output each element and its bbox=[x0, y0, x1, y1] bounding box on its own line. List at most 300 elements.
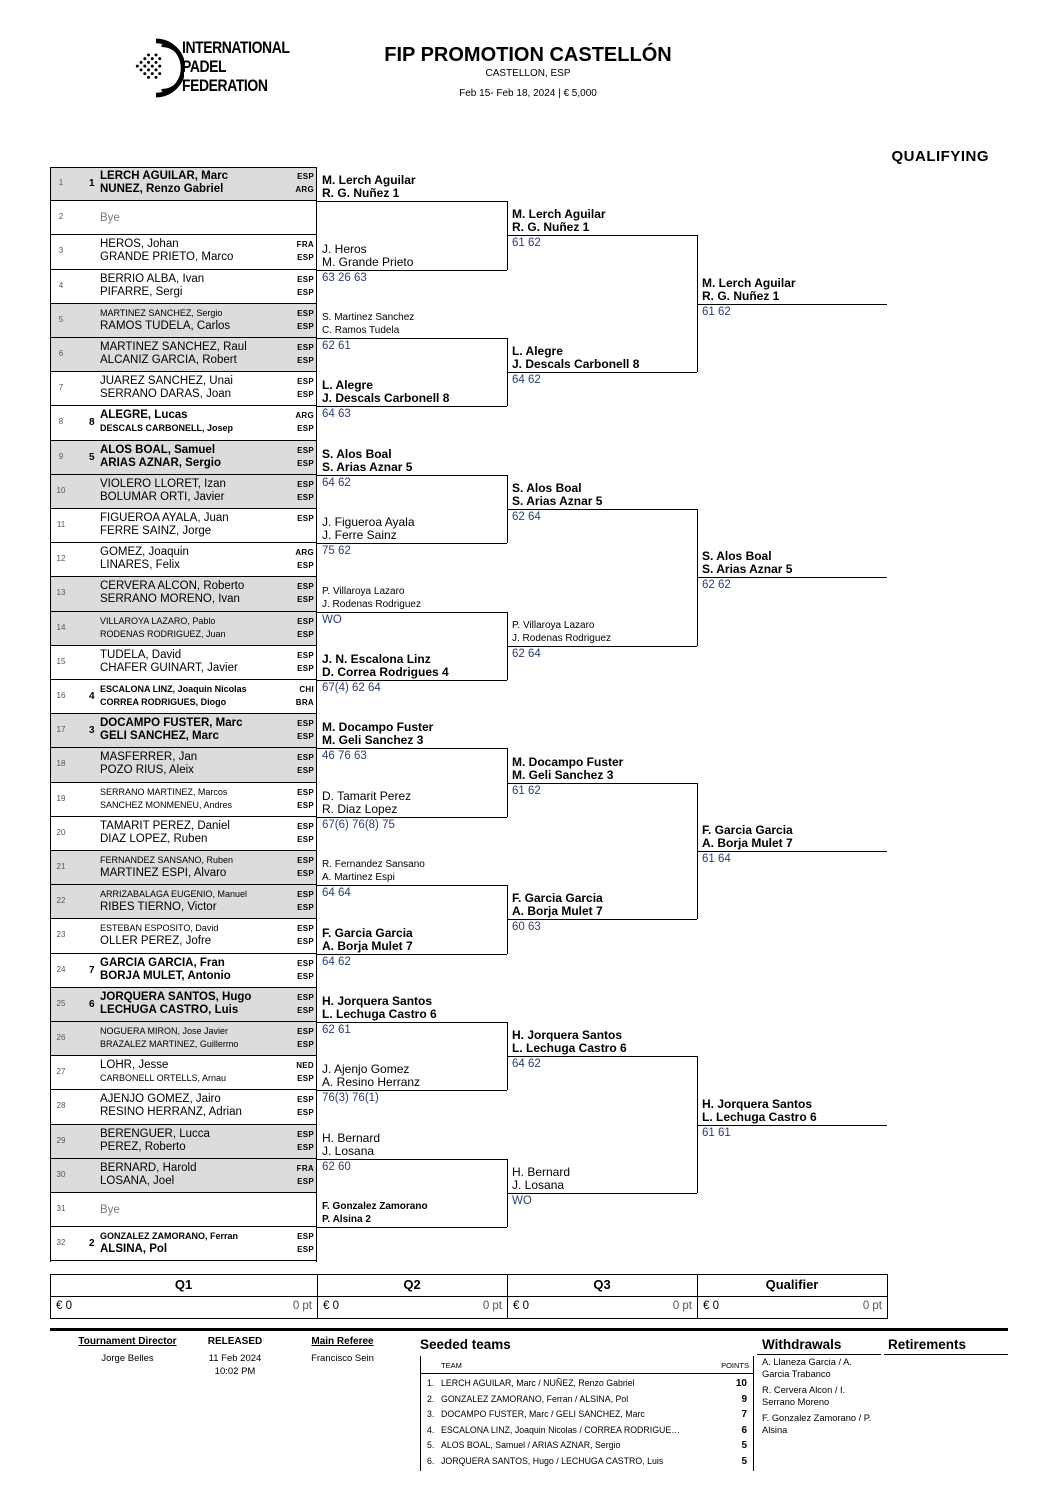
seeded-row bbox=[427, 1438, 747, 1453]
winner-line: L. Lechuga Castro 6 bbox=[512, 1041, 627, 1056]
country-code: ESP bbox=[297, 514, 314, 523]
player-name: MARTINEZ ESPI, Alvaro bbox=[100, 867, 227, 879]
country-code: ESP bbox=[297, 1176, 314, 1186]
player-name: SERRANO DARAS, Joan bbox=[100, 388, 232, 401]
country-code: ESP bbox=[297, 753, 314, 763]
country-code: ESP bbox=[297, 582, 314, 592]
match-score: 62 64 bbox=[512, 647, 541, 660]
winner-line: R. G. Nuñez 1 bbox=[512, 220, 590, 235]
bracket-line bbox=[317, 543, 507, 544]
player-name: LERCH AGUILAR, Marc bbox=[100, 170, 228, 182]
country-code: ESP bbox=[297, 458, 314, 468]
winner-line: F. Gonzalez Zamorano bbox=[322, 1201, 428, 1213]
match-score: 61 62 bbox=[512, 237, 541, 250]
country-code: ESP bbox=[297, 800, 314, 810]
country-code: ESP bbox=[297, 924, 314, 934]
player-name: SERRANO MORENO, Ivan bbox=[100, 593, 240, 606]
player-name: BOLUMAR ORTI, Javier bbox=[100, 490, 225, 503]
withdrawal-item: R. Cervera Alcon / I. Serrano Moreno bbox=[762, 1385, 846, 1407]
winner-line: J. Losana bbox=[322, 1143, 375, 1158]
seeded-row bbox=[427, 1454, 747, 1469]
winner-line: A. Borja Mulet 7 bbox=[322, 938, 413, 953]
bye-label: Bye bbox=[100, 212, 120, 225]
winner-line: R. Fernandez Sansano bbox=[322, 859, 425, 871]
seeded-row bbox=[427, 1376, 747, 1391]
draw-position: 13 bbox=[56, 588, 66, 598]
winner-line: J. Ajenjo Gomez bbox=[322, 1062, 410, 1077]
round-label-q2: Q2 bbox=[403, 1277, 421, 1292]
points-qualifier: 0 pt bbox=[862, 1300, 882, 1312]
country-code: ESP bbox=[297, 1245, 314, 1255]
player-name: ARRIZABALAGA EUGENIO, Manuel bbox=[100, 889, 248, 900]
referee-label: Main Referee bbox=[311, 1336, 374, 1347]
player-name: MARTINEZ SANCHEZ, Sergio bbox=[100, 307, 223, 318]
seed-rank: 2. bbox=[427, 1393, 435, 1404]
winner-line: S. Alos Boal bbox=[512, 481, 582, 495]
round1-border bbox=[50, 167, 317, 1262]
seeded-team: ALOS BOAL, Samuel / ARIAS AZNAR, Sergio bbox=[441, 1440, 621, 1450]
player-name: RESINO HERRANZ, Adrian bbox=[100, 1106, 242, 1119]
match-score: 75 62 bbox=[322, 545, 351, 558]
country-code: ESP bbox=[297, 869, 314, 878]
country-code: ESP bbox=[297, 937, 314, 947]
player-name: LOHR, Jesse bbox=[100, 1059, 169, 1072]
seeded-team: ESCALONA LINZ, Joaquin Nicolas / CORREA RODRIGUE… bbox=[441, 1424, 681, 1435]
points-q2: 0 pt bbox=[482, 1300, 502, 1312]
match-score: 61 64 bbox=[702, 853, 731, 865]
player-name: MARTINEZ SANCHEZ, Raul bbox=[100, 341, 247, 353]
player-name: CHAFER GUINART, Javier bbox=[100, 661, 238, 674]
player-name: JUAREZ SANCHEZ, Unai bbox=[100, 375, 233, 388]
winner-line: H. Bernard bbox=[512, 1165, 571, 1179]
player-name: LINARES, Felix bbox=[100, 559, 180, 572]
match-score: 61 61 bbox=[702, 1126, 731, 1139]
director-name: Jorge Belles bbox=[101, 1353, 154, 1364]
match-score: 64 62 bbox=[322, 476, 351, 489]
player-name: AJENJO GOMEZ, Jairo bbox=[100, 1093, 221, 1106]
winner-line: J. Heros bbox=[322, 241, 367, 256]
winner-line: L. Lechuga Castro 6 bbox=[322, 1007, 437, 1021]
match-score: 64 62 bbox=[322, 955, 351, 968]
seed-rank: 4. bbox=[427, 1424, 435, 1435]
winner-line: J. Descals Carbonell 8 bbox=[322, 391, 450, 406]
draw-position: 19 bbox=[56, 793, 66, 803]
player-name: RIBES TIERNO, Victor bbox=[100, 901, 217, 914]
withdrawals-title: Withdrawals bbox=[762, 1337, 842, 1352]
winner-line: S. Alos Boal bbox=[702, 549, 772, 564]
winner-line: S. Martinez Sanchez bbox=[322, 312, 415, 323]
winner-line: A. Resino Herranz bbox=[322, 1075, 421, 1090]
player-name: BORJA MULET, Antonio bbox=[100, 969, 231, 982]
draw-position: 17 bbox=[56, 725, 66, 735]
player-name: BERRIO ALBA, Ivan bbox=[100, 272, 205, 285]
round-label-q1: Q1 bbox=[174, 1277, 193, 1292]
seeded-row bbox=[427, 1407, 747, 1422]
winner-line: P. Alsina 2 bbox=[322, 1214, 371, 1226]
draw-position: 10 bbox=[56, 485, 66, 495]
bracket-line bbox=[317, 270, 507, 271]
match-score: 64 62 bbox=[512, 374, 541, 387]
player-name: ESTEBAN ESPOSITO, David bbox=[100, 923, 219, 934]
seeded-team: DOCAMPO FUSTER, Marc / GELI SANCHEZ, Marc bbox=[441, 1409, 645, 1419]
player-name: FERRE SAINZ, Jorge bbox=[100, 525, 212, 537]
retirements-rule bbox=[884, 1354, 1008, 1355]
bracket-line bbox=[507, 919, 697, 920]
seed-rank: 1. bbox=[427, 1378, 435, 1388]
seed-number: 1 bbox=[89, 178, 95, 189]
country-code: ESP bbox=[297, 595, 314, 605]
draw-position: 18 bbox=[56, 759, 66, 769]
draw-position: 24 bbox=[56, 964, 66, 974]
country-code: ESP bbox=[297, 663, 314, 673]
country-code: ESP bbox=[297, 1142, 314, 1152]
player-name: CERVERA ALCON, Roberto bbox=[100, 580, 245, 593]
match-score: 46 76 63 bbox=[322, 750, 367, 763]
withdrawal-item: F. Gonzalez Zamorano / P. Alsina bbox=[762, 1413, 872, 1435]
logo-text bbox=[182, 38, 289, 95]
player-name: ALOS BOAL, Samuel bbox=[100, 443, 216, 456]
player-name: DIAZ LOPEZ, Ruben bbox=[100, 832, 208, 845]
draw-position: 22 bbox=[56, 896, 66, 906]
draw-position: 28 bbox=[56, 1101, 66, 1111]
country-code: ESP bbox=[297, 356, 314, 365]
prize-q1: € 0 bbox=[56, 1300, 72, 1312]
winner-line: F. Garcia Garcia bbox=[322, 925, 413, 940]
winner-line: J. Rodenas Rodriguez bbox=[322, 598, 421, 610]
country-code: ESP bbox=[297, 1108, 314, 1118]
bracket-line bbox=[507, 372, 697, 373]
seeded-points: 5 bbox=[741, 1455, 747, 1467]
bracket-line bbox=[697, 851, 887, 852]
winner-line: A. Martinez Espi bbox=[322, 872, 395, 884]
country-code: ARG bbox=[295, 185, 314, 194]
round-footer-mid-line bbox=[50, 1296, 888, 1297]
winner-line: M. Lerch Aguilar bbox=[702, 275, 796, 290]
country-code: ESP bbox=[297, 787, 314, 797]
winner-line: S. Alos Boal bbox=[322, 446, 392, 461]
bracket-line bbox=[317, 1022, 507, 1023]
country-code: ESP bbox=[297, 424, 314, 434]
bracket-line bbox=[317, 748, 507, 749]
winner-line: P. Villaroya Lazaro bbox=[322, 585, 405, 597]
player-name: BRAZALEZ MARTINEZ, Guillermo bbox=[100, 1039, 239, 1049]
player-name: HEROS, Johan bbox=[100, 238, 179, 251]
bracket-line bbox=[317, 612, 507, 613]
seed-number: 7 bbox=[89, 964, 95, 976]
country-code: ESP bbox=[297, 1095, 314, 1105]
player-name: FIGUEROA AYALA, Juan bbox=[100, 512, 229, 524]
country-code: ESP bbox=[297, 1005, 314, 1015]
player-name: GONZALEZ ZAMORANO, Ferran bbox=[100, 1231, 239, 1242]
bracket-line bbox=[317, 338, 507, 339]
player-name: FERNANDEZ SANSANO, Ruben bbox=[100, 855, 234, 865]
player-name: RAMOS TUDELA, Carlos bbox=[100, 319, 231, 332]
bracket-line bbox=[697, 577, 887, 578]
winner-line: J. N. Escalona Linz bbox=[322, 652, 431, 666]
country-code: FRA bbox=[296, 240, 314, 250]
country-code: ESP bbox=[297, 821, 314, 831]
player-name: VIOLERO LLORET, Izan bbox=[100, 477, 226, 490]
winner-line: M. Docampo Fuster bbox=[322, 720, 434, 735]
winner-line: M. Geli Sanchez 3 bbox=[322, 733, 424, 748]
draw-position: 2 bbox=[58, 212, 64, 222]
round-label-q3: Q3 bbox=[593, 1277, 611, 1292]
player-name: TAMARIT PEREZ, Daniel bbox=[100, 819, 230, 832]
fip-logo bbox=[128, 36, 184, 100]
player-name: ESCALONA LINZ, Joaquin Nicolas bbox=[100, 684, 247, 694]
country-code: ESP bbox=[297, 390, 314, 400]
winner-line: S. Arias Aznar 5 bbox=[322, 459, 413, 474]
draw-type: QUALIFYING bbox=[891, 148, 989, 165]
country-code: ESP bbox=[297, 903, 314, 913]
draw-position: 5 bbox=[58, 314, 64, 324]
seeded-col-points: POINTS bbox=[721, 1361, 749, 1370]
winner-line: L. Alegre bbox=[512, 344, 563, 359]
winner-line: F. Garcia Garcia bbox=[512, 891, 603, 906]
player-name: CORREA RODRIGUES, Diogo bbox=[100, 697, 227, 707]
bracket-line bbox=[317, 885, 507, 886]
country-code: ESP bbox=[297, 1074, 314, 1084]
country-code: ESP bbox=[297, 629, 314, 639]
match-score: 64 63 bbox=[322, 408, 351, 421]
winner-line: J. Rodenas Rodriguez bbox=[512, 632, 611, 644]
seeded-team: LERCH AGUILAR, Marc / NUÑEZ, Renzo Gabriel bbox=[441, 1378, 635, 1388]
bye-label: Bye bbox=[100, 1204, 120, 1216]
match-score: 62 60 bbox=[322, 1160, 351, 1173]
seeded-team: JORQUERA SANTOS, Hugo / LECHUGA CASTRO, Luis bbox=[441, 1455, 664, 1466]
country-code: ESP bbox=[297, 766, 314, 776]
country-code: ESP bbox=[297, 971, 314, 981]
retirements-title: Retirements bbox=[888, 1337, 967, 1352]
country-code: ESP bbox=[297, 172, 314, 181]
country-code: ESP bbox=[297, 856, 314, 865]
seed-number: 4 bbox=[89, 691, 95, 702]
winner-line: J. Figueroa Ayala bbox=[322, 515, 415, 530]
seeded-points: 5 bbox=[741, 1440, 747, 1451]
player-name: PIFARRE, Sergi bbox=[100, 285, 183, 298]
player-name: ALEGRE, Lucas bbox=[100, 409, 188, 422]
seeded-points: 7 bbox=[741, 1409, 747, 1420]
match-score: 62 62 bbox=[702, 579, 731, 592]
bracket-line bbox=[317, 1159, 507, 1160]
country-code: ESP bbox=[297, 719, 314, 729]
logo-line: FEDERATION bbox=[182, 76, 268, 95]
winner-line: C. Ramos Tudela bbox=[322, 325, 400, 336]
draw-position: 12 bbox=[56, 554, 66, 564]
seed-rank: 3. bbox=[427, 1409, 435, 1419]
seeded-row bbox=[427, 1392, 747, 1407]
draw-position: 32 bbox=[56, 1238, 66, 1248]
released-date: 11 Feb 2024 bbox=[208, 1353, 262, 1364]
match-score: 60 63 bbox=[512, 921, 541, 934]
round-footer-divider bbox=[887, 1274, 888, 1318]
match-score: WO bbox=[512, 1195, 532, 1207]
player-name: BERNARD, Harold bbox=[100, 1161, 197, 1174]
player-name: GRANDE PRIETO, Marco bbox=[100, 251, 234, 264]
player-name: ALSINA, Pol bbox=[100, 1243, 168, 1256]
player-name: TUDELA, David bbox=[100, 648, 182, 661]
match-score: 64 62 bbox=[512, 1058, 541, 1071]
player-name: MASFERRER, Jan bbox=[100, 751, 198, 764]
draw-position: 4 bbox=[58, 280, 64, 290]
bracket-line bbox=[697, 1125, 887, 1126]
draw-position: 11 bbox=[56, 520, 66, 529]
bracket-line bbox=[317, 680, 507, 681]
country-code: ARG bbox=[295, 548, 314, 558]
seeded-table bbox=[420, 1356, 754, 1471]
bracket-line bbox=[317, 1227, 507, 1228]
player-name: NOGUERA MIRON, Jose Javier bbox=[100, 1026, 229, 1036]
withdrawals-rule bbox=[757, 1354, 881, 1355]
winner-line: L. Lechuga Castro 6 bbox=[702, 1109, 817, 1124]
country-code: NED bbox=[296, 1061, 314, 1071]
seeded-team: GONZALEZ ZAMORANO, Ferran / ALSINA, Pol bbox=[441, 1393, 629, 1404]
winner-line: J. Descals Carbonell 8 bbox=[512, 357, 640, 372]
draw-position: 21 bbox=[56, 862, 66, 871]
tournament-title: FIP PROMOTION CASTELLÓN bbox=[384, 44, 672, 66]
winner-line: M. Docampo Fuster bbox=[512, 754, 624, 769]
prize-qualifier: € 0 bbox=[703, 1300, 719, 1312]
released-time: 10:02 PM bbox=[214, 1366, 256, 1377]
winner-line: R. Diaz Lopez bbox=[322, 801, 398, 816]
released-label: RELEASED bbox=[207, 1336, 263, 1347]
winner-line: S. Arias Aznar 5 bbox=[512, 494, 603, 508]
match-score: 62 61 bbox=[322, 1024, 351, 1036]
bracket-line bbox=[697, 304, 887, 305]
bracket-line bbox=[317, 817, 507, 818]
player-name: LOSANA, Joel bbox=[100, 1174, 175, 1187]
match-score: 76(3) 76(1) bbox=[322, 1092, 379, 1105]
seeded-points: 10 bbox=[735, 1378, 747, 1389]
match-score: 63 26 63 bbox=[322, 271, 367, 284]
winner-line: R. G. Nuñez 1 bbox=[322, 186, 400, 201]
logo-line: PADEL bbox=[182, 57, 227, 76]
country-code: ESP bbox=[297, 890, 314, 900]
country-code: ESP bbox=[297, 321, 314, 331]
player-name: SERRANO MARTINEZ, Marcos bbox=[100, 786, 228, 797]
draw-position: 27 bbox=[56, 1067, 66, 1077]
logo-line: INTERNATIONAL bbox=[182, 38, 290, 57]
seed-number: 5 bbox=[89, 451, 95, 463]
player-name: CARBONELL ORTELLS, Arnau bbox=[100, 1073, 227, 1084]
bracket-line bbox=[507, 509, 697, 510]
player-name: OLLER PEREZ, Jofre bbox=[100, 935, 212, 948]
round-footer-bottom-line bbox=[50, 1318, 888, 1319]
draw-position: 8 bbox=[58, 417, 64, 427]
tournament-location: CASTELLON, ESP bbox=[485, 68, 571, 79]
country-code: ARG bbox=[295, 411, 314, 421]
country-code: ESP bbox=[297, 561, 314, 571]
withdrawal-item: A. Llaneza Garcia / A. Garcia Trabanco bbox=[762, 1357, 852, 1379]
bracket-line bbox=[507, 1056, 697, 1057]
player-name: JORQUERA SANTOS, Hugo bbox=[100, 990, 252, 1003]
seed-rank: 6. bbox=[427, 1455, 435, 1466]
player-name: POZO RIUS, Aleix bbox=[100, 764, 194, 777]
winner-line: M. Lerch Aguilar bbox=[322, 173, 416, 188]
draw-position: 30 bbox=[56, 1169, 66, 1179]
points-q1: 0 pt bbox=[292, 1300, 312, 1312]
seeded-col-team: TEAM bbox=[441, 1361, 462, 1370]
footer-thick-rule bbox=[50, 1328, 1008, 1331]
match-score: 64 64 bbox=[322, 887, 351, 900]
country-code: CHI bbox=[299, 685, 314, 694]
player-name: LECHUGA CASTRO, Luis bbox=[100, 1003, 239, 1016]
match-score: 61 62 bbox=[512, 784, 541, 797]
bracket-line bbox=[317, 954, 507, 955]
player-name: ARIAS AZNAR, Sergio bbox=[100, 456, 221, 469]
bracket-line bbox=[317, 475, 507, 476]
country-code: ESP bbox=[297, 834, 314, 844]
country-code: ESP bbox=[297, 274, 314, 284]
referee-name: Francisco Sein bbox=[311, 1353, 374, 1364]
seeded-points: 9 bbox=[741, 1393, 747, 1405]
draw-position: 25 bbox=[56, 998, 66, 1008]
seed-number: 2 bbox=[89, 1238, 95, 1250]
winner-line: L. Alegre bbox=[322, 378, 373, 393]
match-score: 61 62 bbox=[702, 305, 731, 318]
draw-position: 14 bbox=[56, 622, 66, 632]
draw-position: 29 bbox=[56, 1135, 66, 1145]
round-label-qualifier: Qualifier bbox=[765, 1277, 819, 1292]
winner-line: H. Bernard bbox=[322, 1130, 381, 1145]
winner-line: A. Borja Mulet 7 bbox=[512, 904, 603, 919]
seeded-points: 6 bbox=[741, 1424, 747, 1436]
winner-line: A. Borja Mulet 7 bbox=[702, 836, 793, 850]
winner-line: D. Correa Rodrigues 4 bbox=[322, 665, 449, 679]
winner-line: H. Jorquera Santos bbox=[322, 994, 433, 1008]
player-name: PEREZ, Roberto bbox=[100, 1140, 186, 1153]
draw-position: 23 bbox=[56, 930, 66, 940]
draw-position: 1 bbox=[58, 178, 64, 187]
round-footer-top-line bbox=[50, 1274, 888, 1275]
winner-line: M. Lerch Aguilar bbox=[512, 207, 606, 222]
winner-line: M. Geli Sanchez 3 bbox=[512, 767, 614, 782]
country-code: ESP bbox=[297, 308, 314, 318]
player-name: VILLAROYA LAZARO, Pablo bbox=[100, 615, 216, 626]
country-code: ESP bbox=[297, 650, 314, 660]
player-name: GARCIA GARCIA, Fran bbox=[100, 956, 225, 969]
bracket-line bbox=[317, 201, 507, 202]
match-score: 62 64 bbox=[512, 511, 541, 523]
country-code: ESP bbox=[297, 1232, 314, 1242]
country-code: ESP bbox=[297, 287, 314, 297]
country-code: ESP bbox=[297, 616, 314, 626]
prize-q2: € 0 bbox=[323, 1300, 339, 1312]
player-name: GOMEZ, Joaquin bbox=[100, 546, 189, 559]
winner-line: S. Arias Aznar 5 bbox=[702, 562, 793, 577]
player-name: RODENAS RODRIGUEZ, Juan bbox=[100, 628, 226, 639]
match-score: WO bbox=[322, 613, 342, 626]
seeded-title: Seeded teams bbox=[420, 1337, 511, 1352]
draw-position: 6 bbox=[58, 349, 64, 358]
seed-rank: 5. bbox=[427, 1440, 435, 1450]
winner-line: J. Losana bbox=[512, 1178, 565, 1192]
bracket-line bbox=[317, 1090, 507, 1091]
winner-line: F. Garcia Garcia bbox=[702, 823, 793, 837]
player-name: BERENGUER, Lucca bbox=[100, 1127, 210, 1140]
player-name: DOCAMPO FUSTER, Marc bbox=[100, 717, 243, 730]
prize-q3: € 0 bbox=[513, 1300, 529, 1312]
country-code: FRA bbox=[296, 1163, 314, 1173]
seed-number: 3 bbox=[89, 725, 95, 737]
draw-position: 9 bbox=[58, 451, 64, 461]
seed-number: 6 bbox=[89, 998, 95, 1010]
bracket-line bbox=[507, 783, 697, 784]
bracket-line bbox=[507, 646, 697, 647]
player-name: NUÑEZ, Renzo Gabriel bbox=[100, 183, 224, 195]
country-code: ESP bbox=[297, 958, 314, 968]
winner-line: D. Tamarit Perez bbox=[322, 788, 412, 803]
